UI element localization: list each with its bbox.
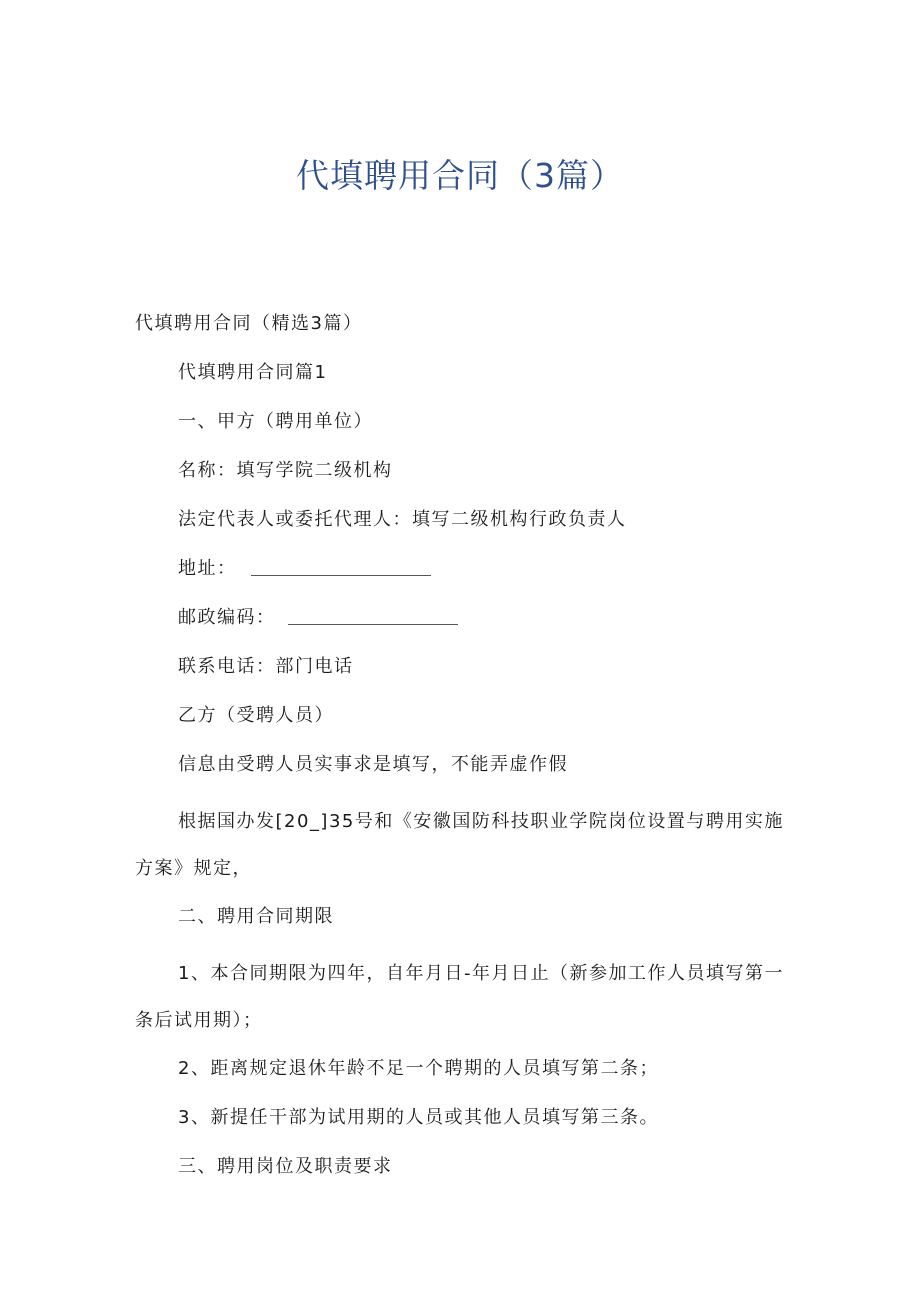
address-label: 地址：	[178, 558, 237, 579]
postcode-label: 邮政编码：	[178, 607, 276, 628]
paragraph-party-b: 乙方（受聘人员）	[178, 705, 334, 726]
paragraph-postcode	[135, 602, 790, 633]
paragraph-subtitle: 代填聘用合同（精选3篇）	[135, 313, 363, 334]
paragraph-name: 名称：填写学院二级机构	[178, 460, 393, 481]
paragraph-phone: 联系电话：部门电话	[178, 656, 354, 677]
paragraph-party-a: 一、甲方（聘用单位）	[178, 411, 373, 432]
postcode-blank-line	[288, 606, 458, 625]
document-title: 代填聘用合同（3篇）	[296, 156, 624, 195]
paragraph-basis: 根据国办发[20_]35号和《安徽国防科技职业学院岗位设置与聘用实施方案》规定，	[135, 811, 784, 879]
paragraph-position-heading: 三、聘用岗位及职责要求	[178, 1156, 393, 1177]
paragraph-term-2: 2、距离规定退休年龄不足一个聘期的人员填写第二条；	[178, 1058, 659, 1079]
paragraph-section-heading: 代填聘用合同篇1	[178, 362, 328, 383]
paragraph-legal-rep: 法定代表人或委托代理人：填写二级机构行政负责人	[178, 509, 627, 530]
paragraph-info-note: 信息由受聘人员实事求是填写，不能弄虚作假	[178, 754, 568, 775]
paragraph-contract-term-heading: 二、聘用合同期限	[178, 906, 334, 927]
document-body	[135, 308, 790, 1200]
address-blank-line	[251, 557, 431, 576]
paragraph-address	[135, 553, 790, 584]
paragraph-term-1: 1、本合同期限为四年，自年月日-年月日止（新参加工作人员填写第一条后试用期）；	[135, 963, 784, 1031]
paragraph-term-3: 3、新提任干部为试用期的人员或其他人员填写第三条。	[178, 1107, 659, 1128]
